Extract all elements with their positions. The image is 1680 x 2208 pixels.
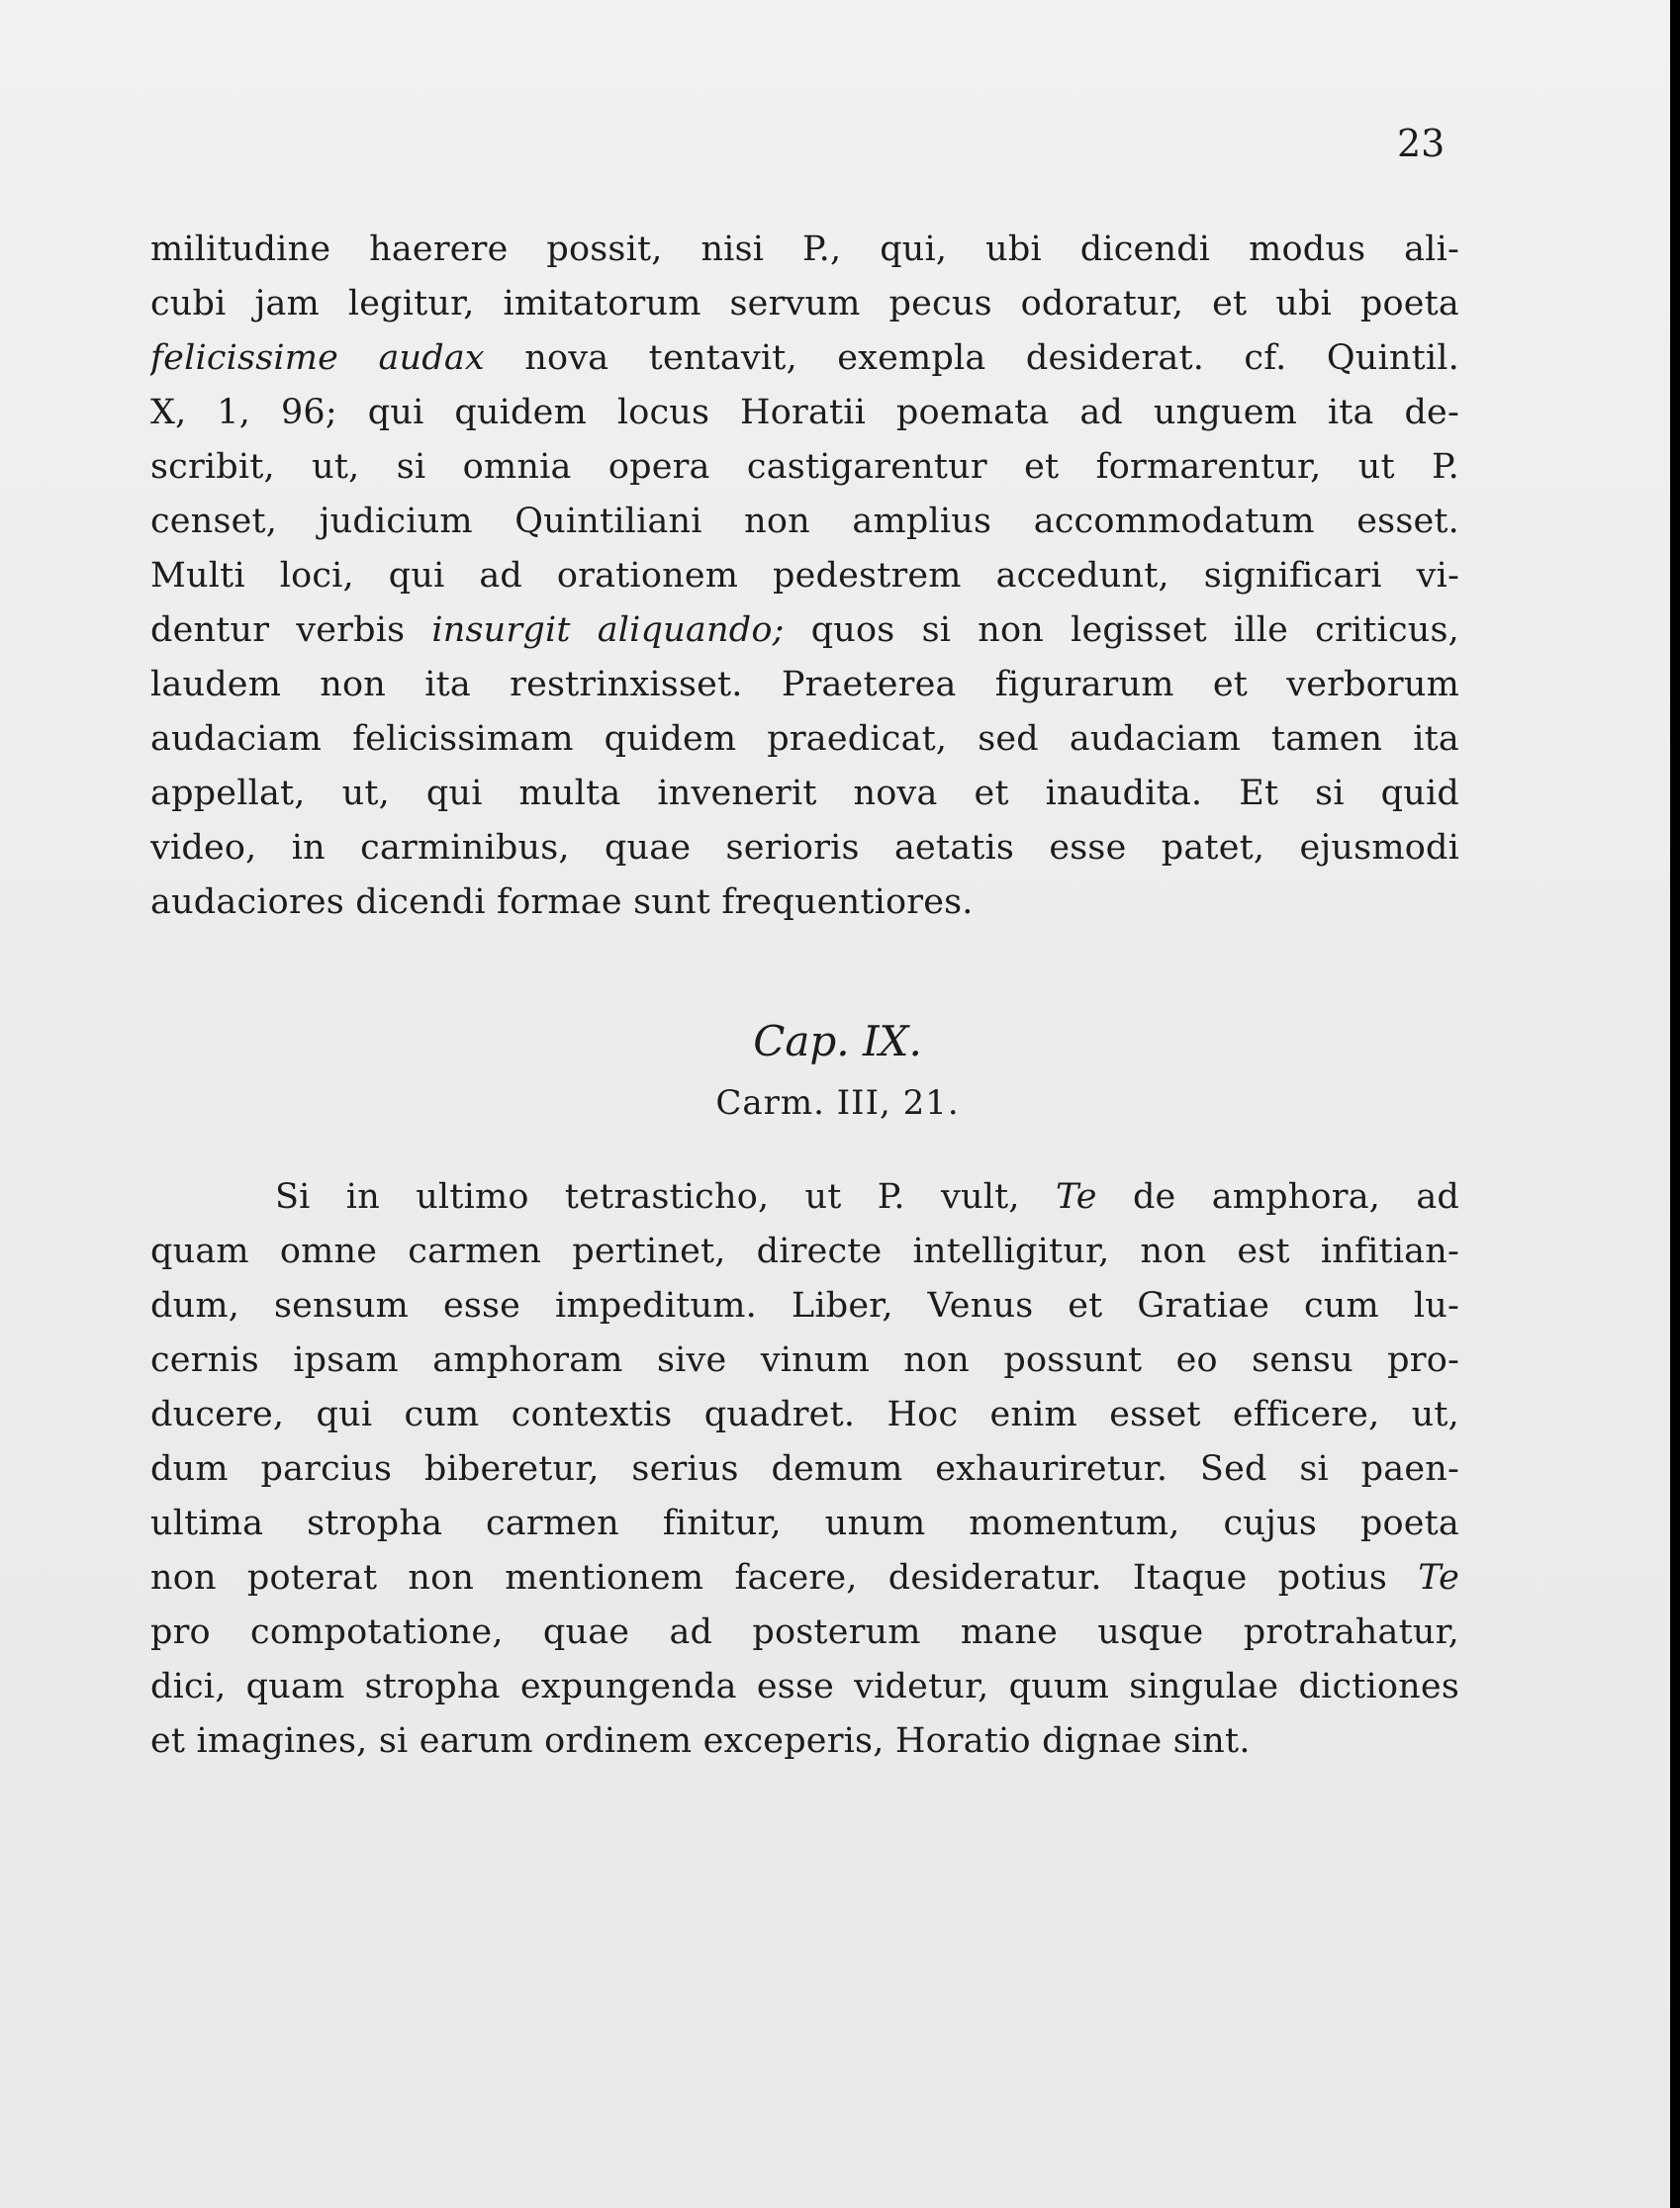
page-number: 23 <box>1397 122 1446 165</box>
text-line: non poterat non mentionem facere, desideratur. Itaque potius Te <box>150 1558 1459 1598</box>
text-line: Multi loci, qui ad orationem pedestrem accedunt, significari vi- <box>150 556 1459 596</box>
italic-phrase: felicissime audax <box>150 338 485 378</box>
text-line: ultima stropha carmen finitur, unum momentum, cujus poeta <box>150 1504 1459 1543</box>
text-line: scribit, ut, si omnia opera castigarentur et formarentur, ut P. <box>150 447 1459 487</box>
text-line: censet, judicium Quintiliani non amplius accommodatum esset. <box>150 502 1459 541</box>
text-line: quam omne carmen pertinet, directe intelligitur, non est infitian- <box>150 1232 1459 1271</box>
text-line: dum, sensum esse impeditum. Liber, Venus et Gratiae cum lu- <box>150 1286 1459 1326</box>
text-line: laudem non ita restrinxisset. Praeterea figurarum et verborum <box>150 665 1459 704</box>
chapter-subtitle: Carm. III, 21. <box>715 1083 960 1123</box>
chapter-title: Cap. IX. <box>753 1017 922 1065</box>
text-line: militudine haerere possit, nisi P., qui, ubi dicendi modus ali- <box>150 230 1459 269</box>
text-line: audaciam felicissimam quidem praedicat, sed audaciam tamen ita <box>150 719 1459 759</box>
text-line: dici, quam stropha expungenda esse videtur, quum singulae dictiones <box>150 1667 1459 1706</box>
text-line: pro compotatione, quae ad posterum mane usque protrahatur, <box>150 1612 1459 1652</box>
text-line: dentur verbis insurgit aliquando; quos si non legisset ille criticus, <box>150 610 1459 650</box>
scan-edge <box>1670 0 1675 2208</box>
text-line: appellat, ut, qui multa invenerit nova et inaudita. Et si quid <box>150 774 1459 813</box>
text-line: cubi jam legitur, imitatorum servum pecus odoratur, et ubi poeta <box>150 284 1459 323</box>
italic-word: Te <box>1418 1558 1459 1598</box>
text-line: cernis ipsam amphoram sive vinum non possunt eo sensu pro- <box>150 1340 1459 1380</box>
text-line: audaciores dicendi formae sunt frequentiores. <box>150 882 974 922</box>
text-line: et imagines, si earum ordinem exceperis, Horatio dignae sint. <box>150 1721 1251 1761</box>
text-line: X, 1, 96; qui quidem locus Horatii poemata ad unguem ita de- <box>150 393 1459 432</box>
italic-phrase: insurgit aliquando; <box>431 610 785 650</box>
text-line: Si in ultimo tetrasticho, ut P. vult, Te de amphora, ad <box>275 1177 1459 1217</box>
text-line: felicissime audax nova tentavit, exempla desiderat. cf. Quintil. <box>150 338 1459 378</box>
text-line: video, in carminibus, quae serioris aetatis esse patet, ejusmodi <box>150 828 1459 868</box>
italic-word: Te <box>1055 1177 1097 1217</box>
text-line: ducere, qui cum contextis quadret. Hoc enim esset efficere, ut, <box>150 1395 1459 1434</box>
text-line: dum parcius biberetur, serius demum exhauriretur. Sed si paen- <box>150 1449 1459 1489</box>
